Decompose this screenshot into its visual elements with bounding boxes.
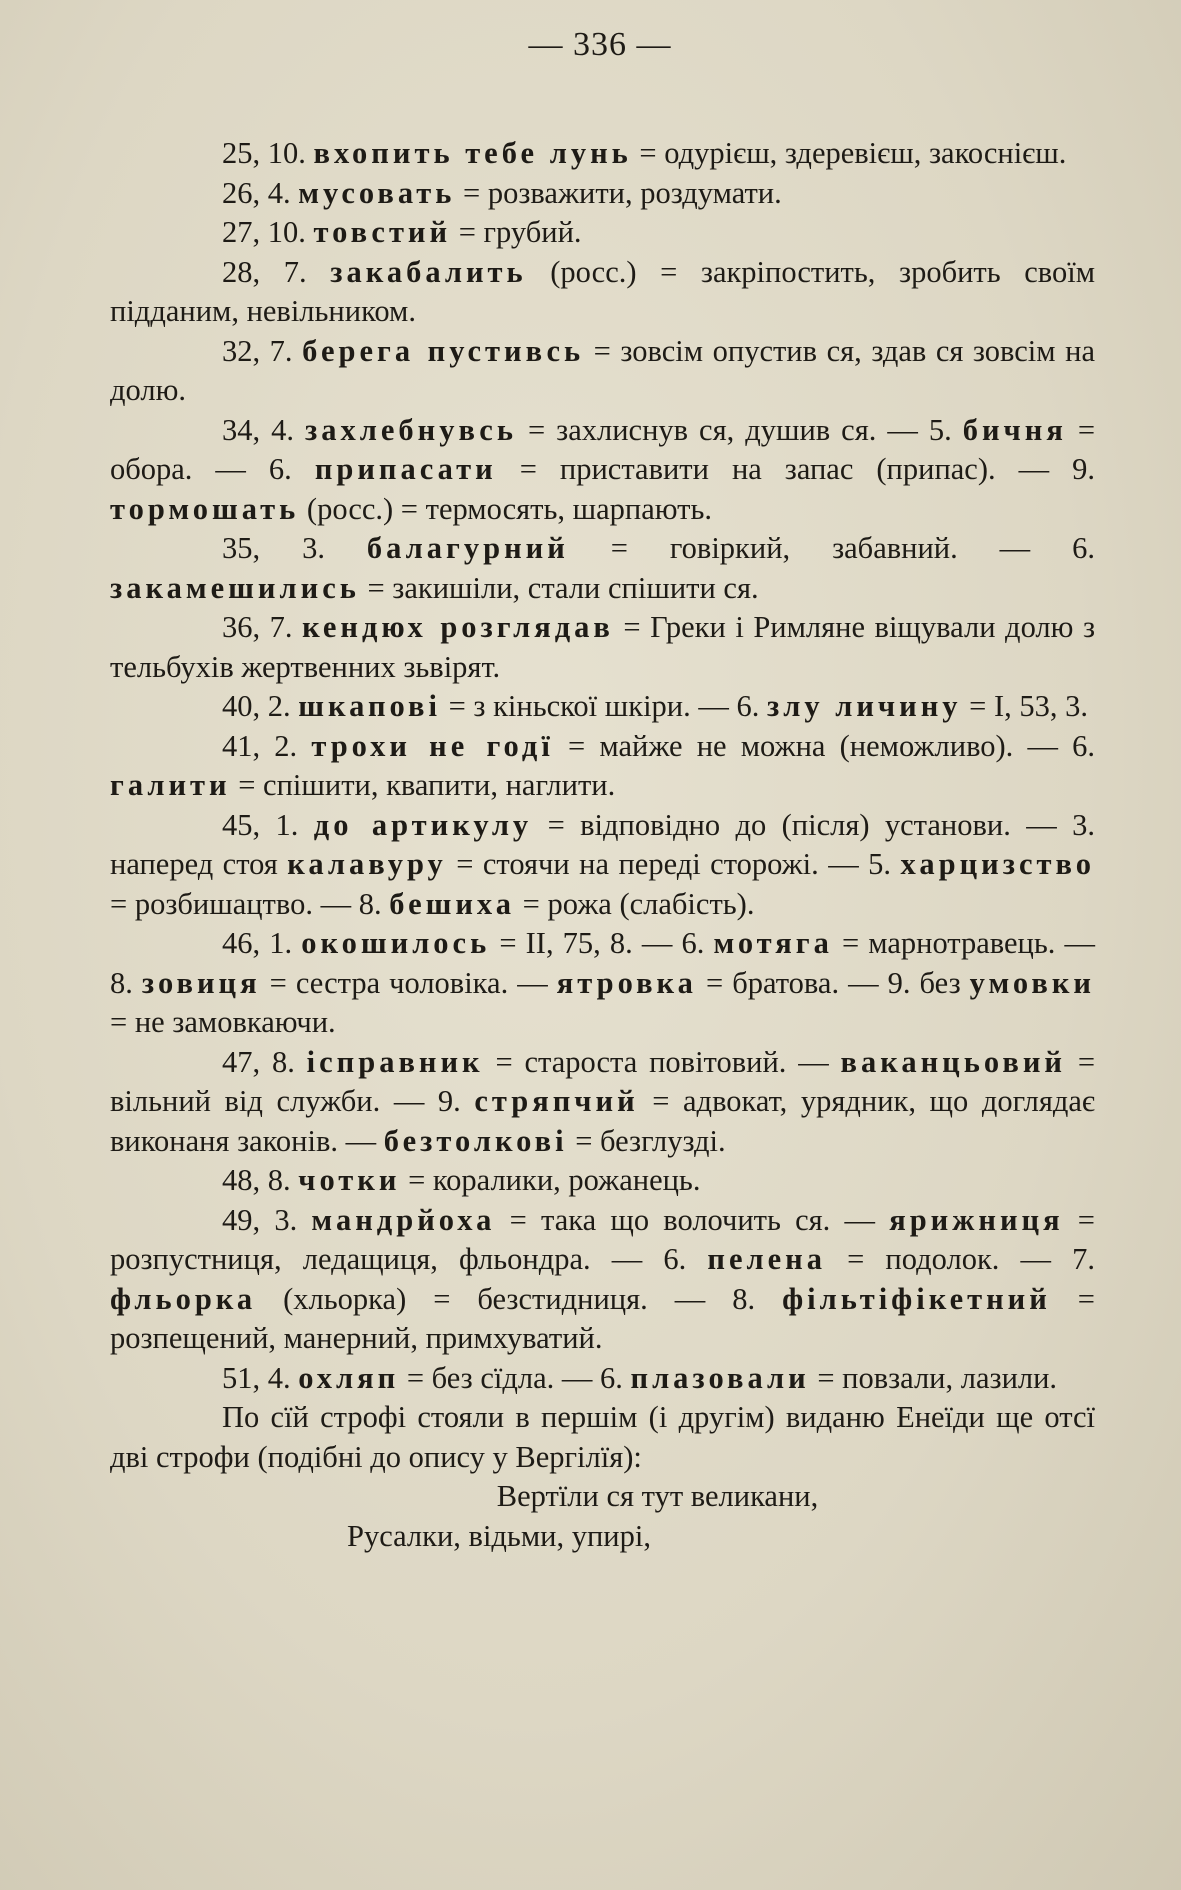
headword: бешиха [389,886,516,921]
entry-text: = одурієш, здеревієш, закоснієш. [631,136,1067,170]
entry-text: = Греки і Римляне віщували долю з тельбухів жертвенних зьвірят. [110,610,1096,684]
entry-text: = така що волочить ся. — [495,1202,890,1237]
headword: фльорка [110,1281,257,1316]
glossary-entry [110,213,1095,253]
headword: тормошать [110,491,300,526]
entry-text: = розбишацтво. — 8. [110,886,390,921]
headword: злу личину [767,689,962,723]
headword: калавуру [287,847,447,881]
glossary-entry [110,174,1095,214]
headword: бичня [962,412,1067,447]
entry-text: = приставити на запас (припас). — 9. [496,452,1096,486]
entry-text: 47, 8. [222,1044,307,1079]
entry-text: = безглузді. [567,1123,726,1158]
entry-text: 36, 7. [222,610,303,644]
entry-text: 49, 3. [222,1202,312,1237]
headword: до артикулу [313,807,533,842]
entry-text: = братова. — 9. без [696,965,970,1000]
headword: кендюх розглядав [302,610,614,644]
entry-text: = майже не можна (неможливо). — 6. [553,728,1096,763]
glossary-entry [110,727,1095,806]
verse-line-2: Русалки, відьми, упирі, [347,1518,651,1553]
headword: ярижниця [889,1202,1064,1237]
entry-text: = розпустниця, ледащиця, фльондра. — 6. [110,1202,1096,1276]
entry-text: 26, 4. [222,175,299,210]
entry-text: = обора. — 6. [110,412,1096,486]
entry-text: = захлиснув ся, душив ся. — 5. [516,412,963,447]
headword: мандрйоха [311,1202,496,1237]
entry-text: = грубий. [451,215,582,249]
headword: вхопить тебе лунь [313,136,632,170]
entry-text: = стоячи на переді сторожі. — 5. [446,847,901,881]
entry-text: = відповідно до (після) установи. — 3. [532,807,1095,842]
entry-text: 41, 2. [222,728,312,763]
glossary-entry [110,806,1095,925]
entry-text: = староста повітовий. — [483,1044,841,1079]
headword: ісправник [306,1044,484,1079]
note-paragraph: По сїй строфі стояли в першім (і другім) виданю Енеїди ще отсї дві строфи (подібні до опису у Вергілїя): [110,1400,1095,1474]
verse-line-1: Вертїли ся тут великани, [496,1479,819,1513]
headword: пелена [707,1242,826,1276]
body-text [110,134,1095,1556]
headword: стряпчий [474,1084,639,1118]
entry-text: = коралики, рожанець. [400,1163,701,1197]
entry-text: 45, 1. [222,807,314,842]
headword: безтолкові [383,1123,568,1158]
entry-text: = I, 53, 3. [961,689,1089,723]
entry-text: (хльорка) = безстидниця. — 8. [256,1281,783,1316]
glossary-entry [110,924,1095,1043]
headword: окошилось [301,926,491,960]
entry-text: (росс.) = закріпостить, зробить своїм підданим, невільником. [110,254,1095,328]
entry-text: 32, 7. [222,333,303,368]
entry-text: = зовсім опустив ся, здав ся зовсім на долю. [110,333,1095,407]
entry-text: 40, 2. [222,689,299,723]
entry-text: = спішити, квапити, наглити. [230,768,616,802]
entry-text: 46, 1. [222,926,302,960]
headword: умовки [969,965,1095,1000]
entry-text: = говіркий, забавний. — 6. [568,531,1095,565]
headword: харцизство [900,847,1096,881]
headword: шкапові [298,689,441,723]
headword: зовиця [141,965,261,1000]
page-number: — 336 — [528,26,672,63]
headword: припасати [314,452,497,486]
headword: товстий [313,215,452,249]
glossary-entry [110,253,1095,332]
entry-text: = подолок. — 7. [825,1242,1095,1276]
glossary-entry [110,608,1095,687]
glossary-entry [110,134,1095,174]
glossary-entry [110,1359,1095,1399]
entry-text: = сестра чоловіка. — [260,965,557,1000]
headword: галити [110,768,231,802]
entry-text: 28, 7. [222,254,331,289]
headword: мусовать [298,175,456,210]
entry-text: = розважити, роздумати. [455,175,782,210]
headword: балагурний [366,531,569,565]
glossary-entry [110,529,1095,608]
headword: берега пустивсь [302,333,585,368]
entry-text: (росс.) = термосять, шарпають. [299,491,713,526]
entry-text: = II, 75, 8. — 6. [490,926,714,960]
headword: ятровка [556,965,697,1000]
entry-text: = без сїдла. — 6. [399,1360,631,1395]
headword: трохи не годї [311,728,554,763]
headword: охляп [298,1360,400,1395]
entry-text: 51, 4. [222,1360,299,1395]
glossary-entry [110,1043,1095,1162]
entry-text: = повзали, лазили. [809,1360,1058,1395]
entry-text: 48, 8. [222,1163,299,1197]
entry-text: наперед стоя [110,847,288,881]
entry-text: = вільний від служби. — 9. [110,1044,1096,1118]
entry-text: = з кіньскої шкіри. — 6. [440,689,767,723]
entry-text: 25, 10. [222,136,314,170]
headword: ваканцьовий [840,1044,1066,1079]
glossary-entry [110,332,1095,411]
entry-text: = не замовкаючи. [110,1005,336,1039]
entry-text: 27, 10. [222,215,314,249]
entry-text: = закишіли, стали спішити ся. [359,570,759,605]
headword: плазовали [630,1360,810,1395]
entry-text: = розпещений, манерний, примхуватий. [110,1281,1095,1355]
headword: захлебнувсь [304,412,517,447]
entry-text: = марнотравець. — 8. [110,926,1096,1000]
entry-text: 35, 3. [222,531,367,565]
glossary-entry [110,687,1095,727]
entry-text: = рожа (слабість). [515,886,755,921]
glossary-entries [110,134,1095,1398]
glossary-entry [110,411,1095,530]
glossary-entry [110,1201,1095,1359]
headword: фільтіфікетний [782,1281,1051,1316]
entry-text: 34, 4. [222,412,305,447]
headword: закамешились [110,570,360,605]
glossary-entry [110,1161,1095,1201]
headword: чотки [298,1163,401,1197]
entry-text: = адвокат, урядник, що доглядає виконаня законів. — [110,1084,1095,1158]
headword: мотяга [713,926,833,960]
headword: закабалить [330,254,527,289]
